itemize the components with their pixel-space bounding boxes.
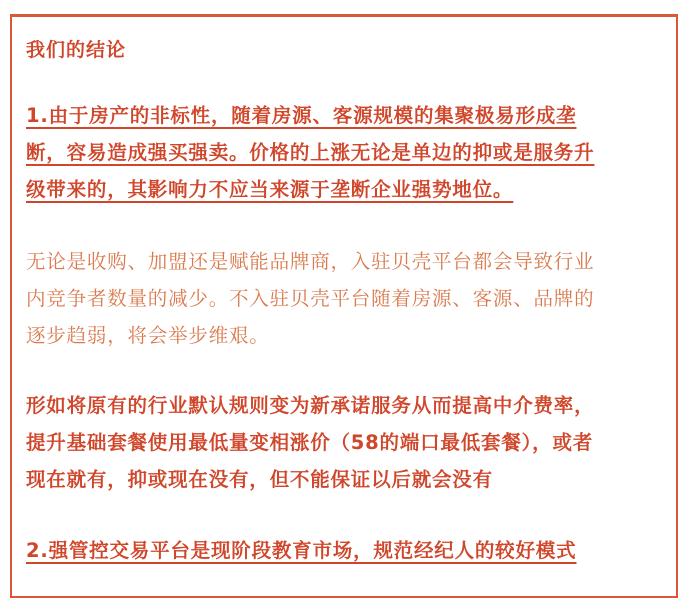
conclusion-card [10, 14, 678, 598]
conclusion-2-line [26, 532, 674, 569]
conclusion-2 [26, 532, 674, 569]
examples-paragraph [26, 387, 674, 498]
conclusion-1-line [26, 97, 674, 134]
examples-line: 现在就有，抑或现在没有，但不能保证以后就会没有 [26, 468, 493, 491]
section-title: 我们的结论 [26, 39, 127, 61]
conclusion-1-line [26, 171, 674, 208]
examples-line: 形如将原有的行业默认规则变为新承诺服务从而提高中介费率， [26, 394, 595, 417]
examples-line: 提升基础套餐使用最低量变相涨价（58的端口最低套餐），或者 [26, 431, 594, 454]
explanation-line: 内竞争者数量的减少。不入驻贝壳平台随着房源、客源、品牌的 [26, 287, 595, 310]
conclusion-1-line [26, 134, 674, 171]
conclusion-1-line-text: 1.由于房产的非标性，随着房源、客源规模的集聚极易形成垄 [26, 104, 577, 127]
explanation-line: 无论是收购、加盟还是赋能品牌商，入驻贝壳平台都会导致行业 [26, 250, 595, 273]
conclusion-1 [26, 97, 674, 208]
conclusion-1-line-text: 级带来的，其影响力不应当来源于垄断企业强势地位。 [26, 178, 514, 201]
explanation-line: 逐步趋弱，将会举步维艰。 [26, 324, 270, 347]
explanation-paragraph [26, 243, 674, 354]
conclusion-1-line-text: 断，容易造成强买强卖。价格的上涨无论是单边的抑或是服务升 [26, 141, 595, 164]
conclusion-2-line-text: 2.强管控交易平台是现阶段教育市场，规范经纪人的较好模式 [26, 539, 577, 562]
